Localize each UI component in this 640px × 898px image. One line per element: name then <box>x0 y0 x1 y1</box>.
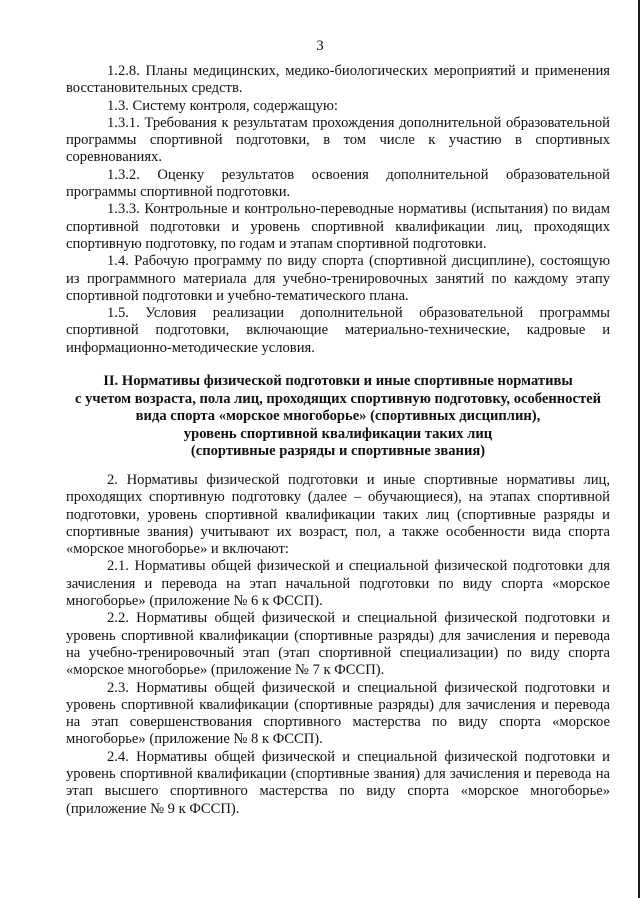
paragraph-2-3: 2.3. Нормативы общей физической и специальной физической подготовки и уровень спортивной квалификации (спортивные разряды) для зачисления и перевода на этап совершенствования спортивного мастерства по виду спорта «морское многоборье» (приложение № 8 к ФССП). <box>66 679 610 748</box>
section-2-heading-line: вида спорта «морское многоборье» (спортивных дисциплин), <box>135 408 541 425</box>
paragraph-2-4: 2.4. Нормативы общей физической и специальной физической подготовки и уровень спортивной квалификации (спортивные звания) для зачисления и перевода на этап высшего спортивного мастерства по виду спорта «морское многоборье» (приложение № 9 к ФССП). <box>66 748 610 817</box>
section-1-list <box>66 63 610 357</box>
paragraph-1-5: 1.5. Условия реализации дополнительной образовательной программы спортивной подготовки, включающие материально-технические, кадровые и информационно-методические условия. <box>66 305 610 356</box>
paragraph-1-2-8: 1.2.8. Планы медицинских, медико-биологических мероприятий и применения восстановительных средств. <box>66 63 610 97</box>
section-2-heading <box>56 373 620 461</box>
section-2-heading-line: II. Нормативы физической подготовки и иные спортивные нормативы <box>103 373 573 389</box>
paragraph-1-3-2: 1.3.2. Оценку результатов освоения дополнительной образовательной программы спортивной подготовки. <box>66 166 610 201</box>
paragraph-1-3-3: 1.3.3. Контрольные и контрольно-переводные нормативы (испытания) по видам спортивной подготовки и уровень спортивной квалификации лиц, проходящих спортивную подготовку, по годам и этапам спортивной подготовки. <box>66 201 610 252</box>
paragraph-1-3-1: 1.3.1. Требования к результатам прохождения дополнительной образовательной программы спортивной подготовки, в том числе к участию в спортивных соревнованиях. <box>66 114 610 166</box>
section-2-heading-line: (спортивные разряды и спортивные звания) <box>190 443 486 460</box>
section-2-heading-line: уровень спортивной квалификации таких лиц <box>183 425 493 442</box>
paragraph-2-2: 2.2. Нормативы общей физической и специальной физической подготовки и уровень спортивной квалификации (спортивные разряды) для зачисления и перевода на учебно-тренировочный этап (этап спортивной специализации) по виду спорта «морское многоборье» (приложение № 7 к ФССП). <box>66 610 610 679</box>
paragraph-2: 2. Нормативы физической подготовки и иные спортивные нормативы лиц, проходящих спортивную подготовку (далее – обучающиеся), на этапах спортивной подготовки, уровень спортивной квалификации таких лиц (спортивные разряды и спортивные звания) учитывают их возраст, пол, а также особенности вида спорта «морское многоборье» и включают: <box>66 472 610 558</box>
paragraph-1-4: 1.4. Рабочую программу по виду спорта (спортивной дисциплине), состоящую из программного материала для учебно-тренировочных занятий по каждому этапу спортивной подготовки и учебно-тематического плана. <box>66 253 610 304</box>
paragraph-2-1: 2.1. Нормативы общей физической и специальной физической подготовки для зачисления и перевода на этап начальной подготовки по виду спорта «морское многоборье» (приложение № 6 к ФССП). <box>66 558 610 610</box>
paragraph-1-3: 1.3. Систему контроля, содержащую: <box>107 97 338 114</box>
page-number: 3 <box>316 38 324 54</box>
section-2-list <box>66 472 610 818</box>
section-2-heading-line: с учетом возраста, пола лиц, проходящих спортивную подготовку, особенностей <box>75 390 601 407</box>
